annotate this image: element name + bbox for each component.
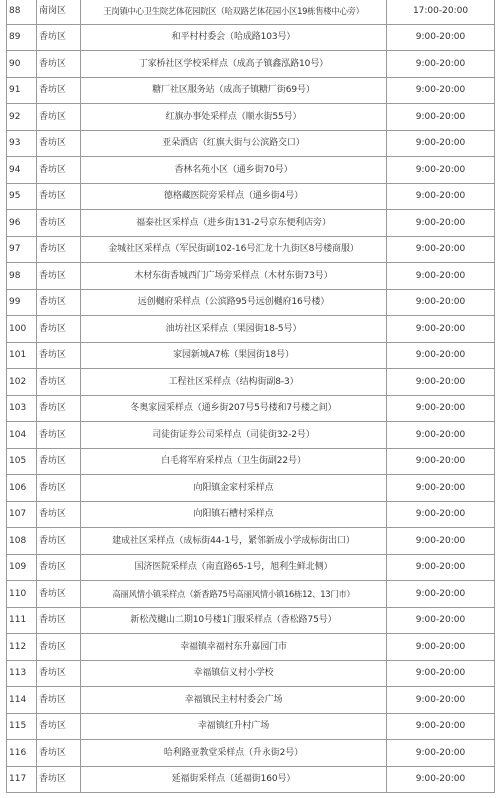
site-name-cell: 糖厂社区服务站（成高子镇糖厂街69号）	[81, 77, 387, 104]
table-row	[7, 554, 495, 581]
hours-cell: 9:00-20:00	[387, 157, 495, 184]
row-number: 94	[7, 157, 37, 184]
district-cell: 香坊区	[37, 369, 81, 396]
table-row	[7, 528, 495, 555]
hours-cell: 9:00-20:00	[387, 130, 495, 157]
hours-cell: 9:00-20:00	[387, 183, 495, 210]
district-cell: 香坊区	[37, 24, 81, 51]
hours-cell: 9:00-20:00	[387, 554, 495, 581]
table-row	[7, 581, 495, 608]
table-body	[7, 0, 495, 793]
district-cell: 香坊区	[37, 263, 81, 290]
table-row	[7, 422, 495, 449]
district-cell: 香坊区	[37, 183, 81, 210]
row-number: 105	[7, 448, 37, 475]
district-cell: 香坊区	[37, 422, 81, 449]
table-row	[7, 607, 495, 634]
site-name-cell: 香林名苑小区（通乡街70号）	[81, 157, 387, 184]
site-name-cell: 向阳镇金家村采样点	[81, 475, 387, 502]
row-number: 108	[7, 528, 37, 555]
table-row	[7, 634, 495, 661]
site-name-cell: 建成社区采样点（成标街44-1号，紧邻新成小学成标街出口）	[81, 528, 387, 555]
table-row	[7, 369, 495, 396]
sampling-site-table	[6, 0, 495, 793]
district-cell: 香坊区	[37, 660, 81, 687]
site-name-cell: 和平村村委会（哈成路103号）	[81, 24, 387, 51]
row-number: 102	[7, 369, 37, 396]
district-cell: 香坊区	[37, 448, 81, 475]
table-row	[7, 104, 495, 131]
row-number: 110	[7, 581, 37, 608]
site-name-cell: 红旗办事处采样点（顺水街55号）	[81, 104, 387, 131]
site-name-cell: 司徒街证券公司采样点（司徒街32-2号）	[81, 422, 387, 449]
table-row	[7, 289, 495, 316]
table-row	[7, 395, 495, 422]
district-cell: 香坊区	[37, 475, 81, 502]
district-cell: 香坊区	[37, 395, 81, 422]
site-name-cell: 德格藏医院旁采样点（通乡街4号）	[81, 183, 387, 210]
row-number: 96	[7, 210, 37, 237]
hours-cell: 17:00-20:00	[387, 0, 495, 24]
row-number: 90	[7, 51, 37, 78]
hours-cell: 9:00-20:00	[387, 713, 495, 740]
site-name-cell: 幸福镇红升村广场	[81, 713, 387, 740]
table-row	[7, 687, 495, 714]
table-row	[7, 51, 495, 78]
table-row	[7, 740, 495, 767]
row-number: 117	[7, 766, 37, 793]
row-number: 116	[7, 740, 37, 767]
site-name-cell: 亚朵酒店（红旗大街与公滨路交口）	[81, 130, 387, 157]
hours-cell: 9:00-20:00	[387, 316, 495, 343]
row-number: 109	[7, 554, 37, 581]
site-name-cell: 幸福镇民主村村委会广场	[81, 687, 387, 714]
table-row	[7, 236, 495, 263]
district-cell: 南岗区	[37, 0, 81, 24]
site-name-cell: 高丽风情小镇采样点（新香路75号高丽风情小镇16栋12、13门市）	[81, 581, 387, 608]
site-name-cell: 白毛将军府采样点（卫生街副22号）	[81, 448, 387, 475]
district-cell: 香坊区	[37, 157, 81, 184]
row-number: 115	[7, 713, 37, 740]
row-number: 114	[7, 687, 37, 714]
hours-cell: 9:00-20:00	[387, 24, 495, 51]
table-row	[7, 130, 495, 157]
site-name-cell: 远创樾府采样点（公滨路95号远创樾府16号楼）	[81, 289, 387, 316]
district-cell: 香坊区	[37, 316, 81, 343]
hours-cell: 9:00-20:00	[387, 77, 495, 104]
row-number: 101	[7, 342, 37, 369]
row-number: 106	[7, 475, 37, 502]
hours-cell: 9:00-20:00	[387, 369, 495, 396]
district-cell: 香坊区	[37, 501, 81, 528]
district-cell: 香坊区	[37, 130, 81, 157]
table-row	[7, 263, 495, 290]
hours-cell: 9:00-20:00	[387, 660, 495, 687]
site-name-cell: 王岗镇中心卫生院艺体花园院区（哈双路艺体花园小区19栋售楼中心旁）	[81, 0, 387, 24]
site-name-cell: 工程社区采样点（结构街副8-3）	[81, 369, 387, 396]
site-name-cell: 家园新城A7栋（果园街18号）	[81, 342, 387, 369]
district-cell: 香坊区	[37, 236, 81, 263]
site-name-cell: 金城社区采样点（军民街副102-16号汇龙十九街区8号楼商服）	[81, 236, 387, 263]
site-name-cell: 福泰社区采样点（进乡街131-2号京东便利店旁）	[81, 210, 387, 237]
site-name-cell: 新松茂樾山二期10号楼1门服采样点（香松路75号）	[81, 607, 387, 634]
hours-cell: 9:00-20:00	[387, 210, 495, 237]
row-number: 91	[7, 77, 37, 104]
district-cell: 香坊区	[37, 581, 81, 608]
table-row	[7, 342, 495, 369]
district-cell: 香坊区	[37, 289, 81, 316]
district-cell: 香坊区	[37, 528, 81, 555]
district-cell: 香坊区	[37, 740, 81, 767]
hours-cell: 9:00-20:00	[387, 263, 495, 290]
row-number: 104	[7, 422, 37, 449]
table-row	[7, 501, 495, 528]
table-row	[7, 183, 495, 210]
hours-cell: 9:00-20:00	[387, 501, 495, 528]
hours-cell: 9:00-20:00	[387, 475, 495, 502]
row-number: 89	[7, 24, 37, 51]
site-name-cell: 木材东街香城西门广场旁采样点（木材东街73号）	[81, 263, 387, 290]
table-row	[7, 157, 495, 184]
district-cell: 香坊区	[37, 713, 81, 740]
district-cell: 香坊区	[37, 51, 81, 78]
hours-cell: 9:00-20:00	[387, 236, 495, 263]
table-row	[7, 0, 495, 24]
row-number: 111	[7, 607, 37, 634]
site-name-cell: 幸福镇信义村小学校	[81, 660, 387, 687]
hours-cell: 9:00-20:00	[387, 395, 495, 422]
row-number: 88	[7, 0, 37, 24]
row-number: 97	[7, 236, 37, 263]
district-cell: 香坊区	[37, 342, 81, 369]
hours-cell: 9:00-20:00	[387, 289, 495, 316]
site-name-cell: 冬奥家园采样点（通乡街207号5号楼和7号楼之间）	[81, 395, 387, 422]
site-name-cell: 油坊社区采样点（果园街18-5号）	[81, 316, 387, 343]
district-cell: 香坊区	[37, 104, 81, 131]
hours-cell: 9:00-20:00	[387, 51, 495, 78]
hours-cell: 9:00-20:00	[387, 740, 495, 767]
hours-cell: 9:00-20:00	[387, 634, 495, 661]
hours-cell: 9:00-20:00	[387, 448, 495, 475]
site-name-cell: 丁家桥社区学校采样点（成高子镇鑫泓路10号）	[81, 51, 387, 78]
site-name-cell: 哈利路亚教堂采样点（升永街2号）	[81, 740, 387, 767]
hours-cell: 9:00-20:00	[387, 687, 495, 714]
row-number: 107	[7, 501, 37, 528]
hours-cell: 9:00-20:00	[387, 342, 495, 369]
district-cell: 香坊区	[37, 687, 81, 714]
hours-cell: 9:00-20:00	[387, 528, 495, 555]
hours-cell: 9:00-20:00	[387, 422, 495, 449]
hours-cell: 9:00-20:00	[387, 581, 495, 608]
district-cell: 香坊区	[37, 77, 81, 104]
table-row	[7, 24, 495, 51]
site-name-cell: 延福街采样点（延福街160号）	[81, 766, 387, 793]
site-name-cell: 向阳镇石槽村采样点	[81, 501, 387, 528]
district-cell: 香坊区	[37, 607, 81, 634]
site-name-cell: 幸福镇幸福村东升嘉园门市	[81, 634, 387, 661]
row-number: 93	[7, 130, 37, 157]
row-number: 113	[7, 660, 37, 687]
row-number: 98	[7, 263, 37, 290]
site-name-cell: 国济医院采样点（南直路65-1号，旭利生鲜北侧）	[81, 554, 387, 581]
row-number: 95	[7, 183, 37, 210]
table-row	[7, 713, 495, 740]
table-row	[7, 475, 495, 502]
row-number: 103	[7, 395, 37, 422]
district-cell: 香坊区	[37, 554, 81, 581]
table-row	[7, 766, 495, 793]
row-number: 92	[7, 104, 37, 131]
row-number: 100	[7, 316, 37, 343]
hours-cell: 9:00-20:00	[387, 104, 495, 131]
row-number: 99	[7, 289, 37, 316]
district-cell: 香坊区	[37, 634, 81, 661]
district-cell: 香坊区	[37, 766, 81, 793]
table-row	[7, 210, 495, 237]
table-row	[7, 660, 495, 687]
table-row	[7, 316, 495, 343]
row-number: 112	[7, 634, 37, 661]
district-cell: 香坊区	[37, 210, 81, 237]
hours-cell: 9:00-20:00	[387, 607, 495, 634]
table-row	[7, 448, 495, 475]
hours-cell: 9:00-20:00	[387, 766, 495, 793]
table-row	[7, 77, 495, 104]
